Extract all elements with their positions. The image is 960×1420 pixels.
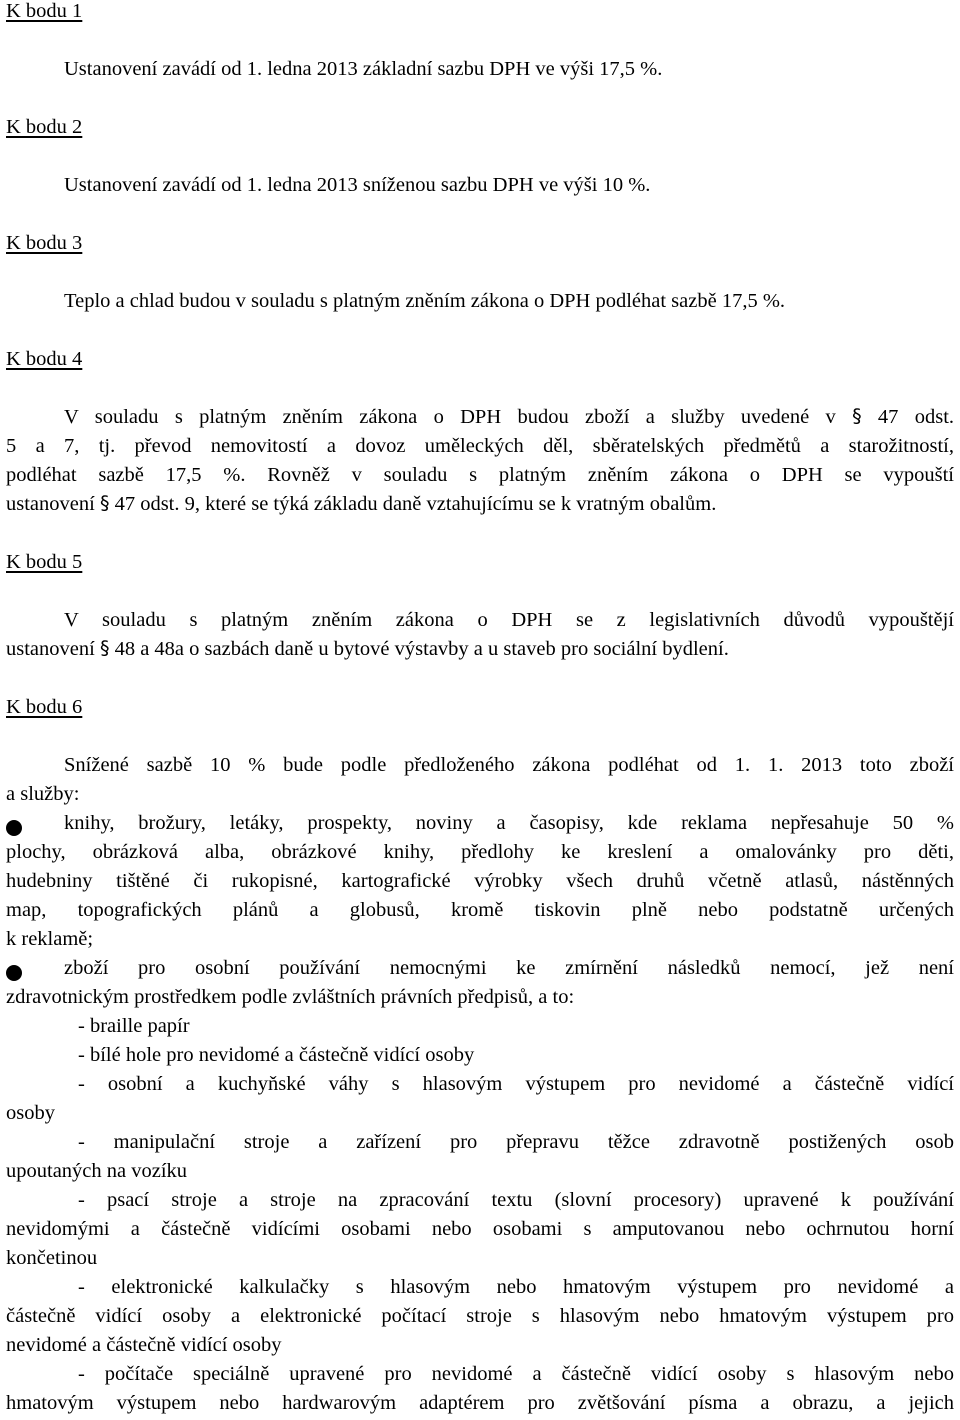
bullet-1-line-1: knihy, brožury, letáky, prospekty, noviny a časopisy, kde reklama nepřesahuje 50 %	[64, 812, 954, 834]
section-sign: §	[852, 405, 862, 427]
bullet-2-line-1: zboží pro osobní používání nemocnými ke zmírnění následků nemocí, jež není	[64, 957, 954, 979]
heading-k-bodu-1: K bodu 1	[6, 0, 83, 22]
paragraph-k4-line-3: podléhat sazbě 17,5 %. Rovněž v souladu s platným zněním zákona o DPH se vypouští	[6, 464, 954, 486]
paragraph-k4-line-2: 5 a 7, tj. převod nemovitostí a dovoz uměleckých děl, sběratelských předmětů a starožitností,	[6, 435, 954, 457]
bullet-icon	[6, 820, 22, 836]
bullet-1-line-2: plochy, obrázková alba, obrázkové knihy, předlohy ke kreslení a omalovánky pro děti,	[6, 841, 954, 863]
dash-item-6-line-3: nevidomé a částečně vidící osoby	[6, 1334, 282, 1356]
dash-item-7-line-2: hmatovým výstupem nebo hardwarovým adaptérem pro zvětšování písma a obrazu, a jejich	[6, 1392, 954, 1414]
dash-item-3-line-2: osoby	[6, 1102, 55, 1124]
paragraph-k4-line-1: V souladu s platným zněním zákona o DPH budou zboží a služby uvedené v § 47 odst.	[64, 405, 955, 428]
bullet-1-line-3: hudebniny tištěné či rukopisné, kartografické výrobky všech druhů včetně atlasů, nástěnných	[6, 870, 954, 892]
paragraph-k6-line-1: Snížené sazbě 10 % bude podle předloženého zákona podléhat od 1. 1. 2013 toto zboží	[64, 754, 954, 776]
dash-item-2: - bílé hole pro nevidomé a částečně vidící osoby	[78, 1044, 475, 1066]
paragraph-k3: Teplo a chlad budou v souladu s platným zněním zákona o DPH podléhat sazbě 17,5 %.	[64, 290, 786, 312]
bullet-icon	[6, 965, 22, 981]
paragraph-k4-line-4: ustanovení § 47 odst. 9, které se týká základu daně vztahujícímu se k vratným obalům.	[6, 492, 717, 515]
bullet-2-line-2: zdravotnickým prostředkem podle zvláštních právních předpisů, a to:	[6, 986, 575, 1008]
dash-item-4-line-1: - manipulační stroje a zařízení pro přepravu těžce zdravotně postižených osob	[78, 1131, 954, 1153]
heading-k-bodu-3: K bodu 3	[6, 232, 83, 254]
paragraph-k5-line-2: ustanovení § 48 a 48a o sazbách daně u bytové výstavby a u staveb pro sociální bydlení.	[6, 637, 729, 660]
dash-item-7-line-1: - počítače speciálně upravené pro nevidomé a částečně vidící osoby s hlasovým nebo	[78, 1363, 954, 1385]
dash-item-6-line-1: - elektronické kalkulačky s hlasovým nebo hmatovým výstupem pro nevidomé a	[78, 1276, 954, 1298]
paragraph-k1: Ustanovení zavádí od 1. ledna 2013 základní sazbu DPH ve výši 17,5 %.	[64, 58, 663, 80]
section-sign: §	[99, 637, 110, 659]
dash-item-1: - braille papír	[78, 1015, 190, 1037]
paragraph-k6-line-2: a služby:	[6, 783, 80, 805]
bullet-1-line-5: k reklamě;	[6, 928, 94, 950]
dash-item-3-line-1: - osobní a kuchyňské váhy s hlasovým výstupem pro nevidomé a částečně vidící	[78, 1073, 954, 1095]
dash-item-5-line-1: - psací stroje a stroje na zpracování textu (slovní procesory) upravené k používání	[78, 1189, 954, 1211]
heading-k-bodu-4: K bodu 4	[6, 348, 83, 370]
bullet-1-line-4: map, topografických plánů a globusů, kromě tiskovin plně nebo podstatně určených	[6, 899, 954, 921]
section-sign: §	[99, 492, 110, 514]
paragraph-k2: Ustanovení zavádí od 1. ledna 2013 sníženou sazbu DPH ve výši 10 %.	[64, 174, 651, 196]
dash-item-6-line-2: částečně vidící osoby a elektronické počítací stroje s hlasovým nebo hmatovým výstupem pro	[6, 1305, 954, 1327]
heading-k-bodu-2: K bodu 2	[6, 116, 83, 138]
dash-item-5-line-3: končetinou	[6, 1247, 98, 1269]
dash-item-5-line-2: nevidomými a částečně vidícími osobami nebo osobami s amputovanou nebo ochrnutou horní	[6, 1218, 954, 1240]
heading-k-bodu-5: K bodu 5	[6, 551, 83, 573]
paragraph-k5-line-1: V souladu s platným zněním zákona o DPH se z legislativních důvodů vypouštějí	[64, 609, 954, 631]
heading-k-bodu-6: K bodu 6	[6, 696, 83, 718]
dash-item-4-line-2: upoutaných na vozíku	[6, 1160, 188, 1182]
